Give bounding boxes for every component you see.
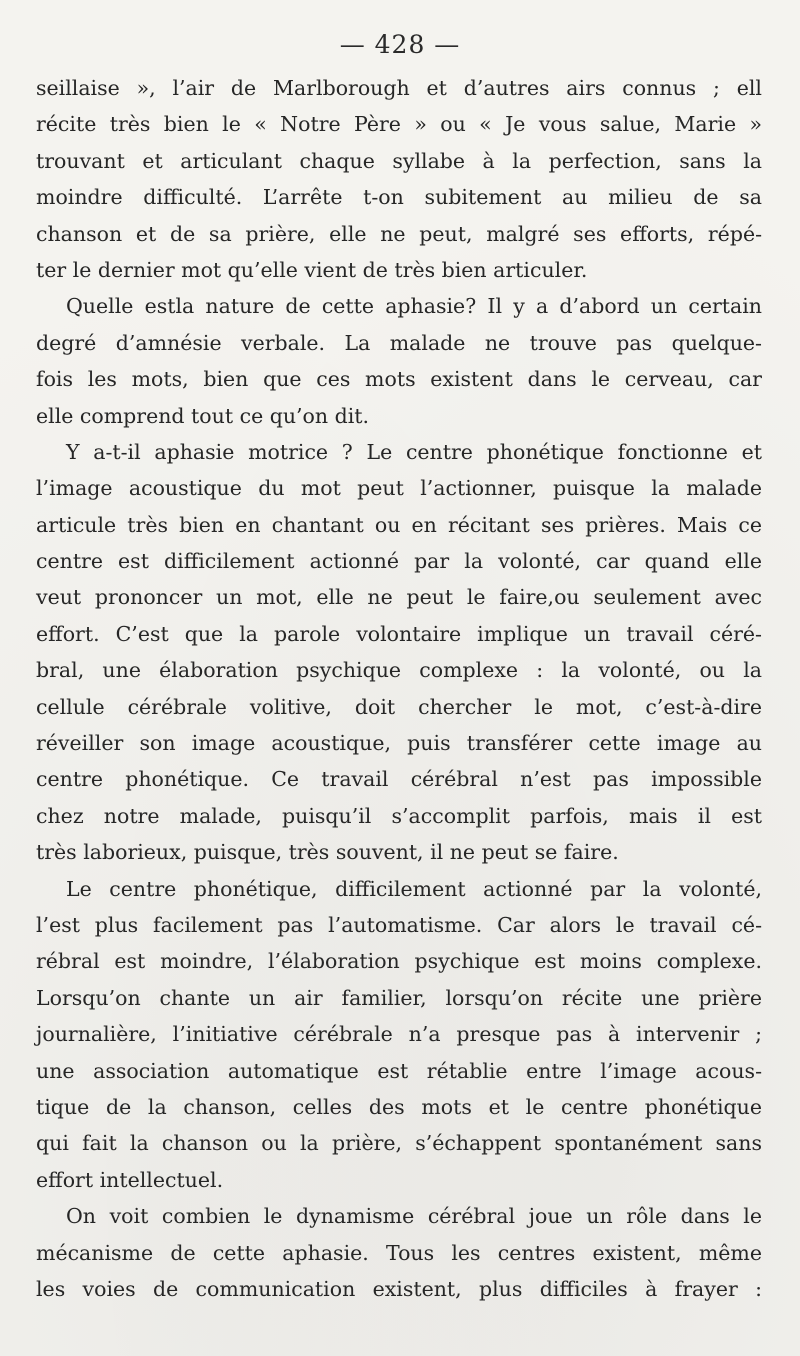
- text-line: On voit combien le dynamisme cérébral joue un rôle dans le: [66, 1204, 762, 1229]
- text-line: centre phonétique. Ce travail cérébral n’est pas impossible: [36, 767, 762, 792]
- text-line: chez notre malade, puisqu’il s’accomplit parfois, mais il est: [36, 803, 762, 828]
- text-line: journalière, l’initiative cérébrale n’a presque pas à intervenir ;: [36, 1022, 762, 1047]
- text-line: les voies de communication existent, plus difficiles à frayer :: [36, 1276, 762, 1301]
- text-line: l’image acoustique du mot peut l’actionner, puisque la malade: [36, 476, 762, 501]
- text-line: mécanisme de cette aphasie. Tous les centres existent, même: [36, 1240, 762, 1265]
- text-line: moindre difficulté. L’arrête t-on subitement au milieu de sa: [36, 185, 762, 210]
- text-line: ter le dernier mot qu’elle vient de très bien articuler.: [36, 257, 588, 282]
- text-line: veut prononcer un mot, elle ne peut le faire,ou seulement avec: [36, 585, 762, 610]
- text-line: fois les mots, bien que ces mots existent dans le cerveau, car: [36, 367, 762, 392]
- text-line: Lorsqu’on chante un air familier, lorsqu’on récite une prière: [36, 985, 762, 1010]
- text-line: articule très bien en chantant ou en récitant ses prières. Mais ce: [36, 512, 762, 537]
- text-line: elle comprend tout ce qu’on dit.: [36, 403, 370, 428]
- text-line: effort. C’est que la parole volontaire implique un travail céré-: [36, 621, 762, 646]
- text-line: cellule cérébrale volitive, doit chercher le mot, c’est-à-dire: [36, 694, 762, 719]
- text-line: trouvant et articulant chaque syllabe à la perfection, sans la: [36, 148, 762, 173]
- text-line: degré d’amnésie verbale. La malade ne trouve pas quelque-: [36, 330, 762, 355]
- page-number: — 428 —: [339, 30, 461, 59]
- text-line: effort intellectuel.: [36, 1167, 224, 1192]
- text-line: l’est plus facilement pas l’automatisme. Car alors le travail cé-: [36, 912, 762, 937]
- text-line: bral, une élaboration psychique complexe : la volonté, ou la: [36, 658, 762, 683]
- text-line: seillaise », l’air de Marlborough et d’autres airs connus ; ell: [36, 76, 762, 100]
- text-line: Quelle estla nature de cette aphasie? Il y a d’abord un certain: [66, 294, 762, 319]
- text-line: centre est difficilement actionné par la volonté, car quand elle: [36, 549, 762, 574]
- text-line: Le centre phonétique, difficilement actionné par la volonté,: [66, 876, 762, 901]
- text-line: Y a-t-il aphasie motrice ? Le centre phonétique fonctionne et: [66, 439, 762, 464]
- text-line: très laborieux, puisque, très souvent, il ne peut se faire.: [36, 840, 619, 865]
- text-line: récite très bien le « Notre Père » ou « Je vous salue, Marie »: [36, 112, 762, 137]
- text-line: une association automatique est rétablie entre l’image acous-: [36, 1058, 762, 1083]
- text-line: chanson et de sa prière, elle ne peut, malgré ses efforts, répé-: [36, 221, 762, 246]
- text-line: qui fait la chanson ou la prière, s’échappent spontanément sans: [36, 1131, 762, 1156]
- text-line: rébral est moindre, l’élaboration psychique est moins complexe.: [36, 949, 762, 974]
- text-line: réveiller son image acoustique, puis transférer cette image au: [36, 731, 762, 756]
- body-text: [36, 70, 762, 1307]
- text-line: tique de la chanson, celles des mots et le centre phonétique: [36, 1094, 762, 1119]
